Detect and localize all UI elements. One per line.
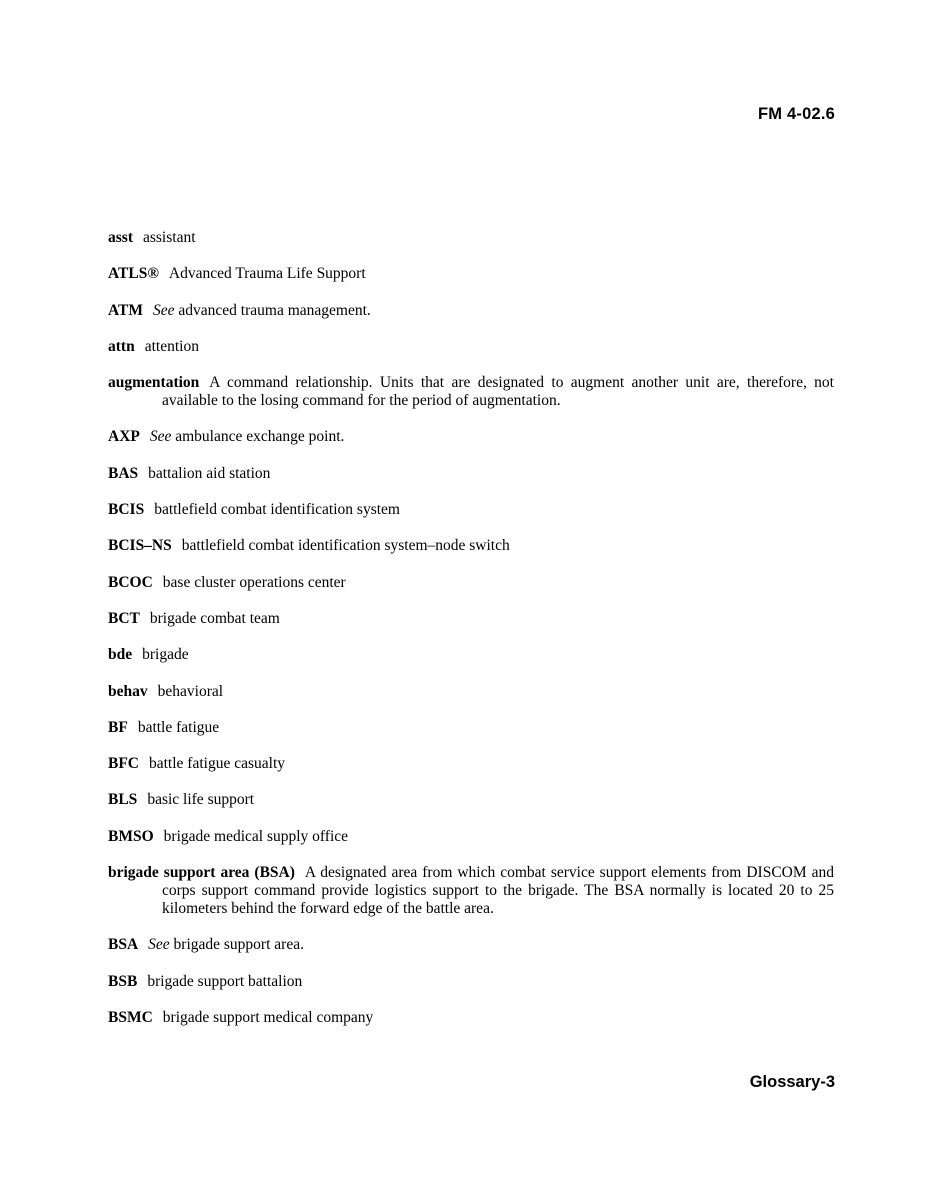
glossary-definition: brigade support battalion <box>147 972 303 990</box>
glossary-entry-brigade-support-area <box>108 864 834 918</box>
glossary-definition: A command relationship. Units that are designated to augment another unit are, therefore, not available to the losing command for the period of augmentation. <box>162 374 834 410</box>
glossary-entry-asst <box>108 229 834 247</box>
glossary-definition: brigade support area. <box>173 936 304 954</box>
see-reference-label: See <box>153 301 175 319</box>
glossary-term: brigade support area (BSA) <box>108 864 295 882</box>
glossary-entry-bfc <box>108 755 834 773</box>
glossary-term: BAS <box>108 464 139 482</box>
glossary-definition: battle fatigue <box>137 718 220 736</box>
glossary-definition: ambulance exchange point. <box>175 428 345 446</box>
see-reference-label: See <box>149 428 172 446</box>
glossary-entry-bct <box>108 610 834 628</box>
glossary-entry-bls <box>108 791 834 809</box>
glossary-definition: advanced trauma management. <box>178 301 371 319</box>
glossary-term: attn <box>108 337 135 355</box>
glossary-definition: brigade medical supply office <box>163 827 349 845</box>
glossary-term: BSA <box>108 936 139 954</box>
glossary-definition: battalion aid station <box>148 464 271 482</box>
glossary-definition: battlefield combat identification system <box>154 501 400 519</box>
glossary-entry-axp <box>108 428 834 446</box>
glossary-term: BF <box>108 718 128 736</box>
glossary-entry-bmso <box>108 828 834 846</box>
glossary-entry-atm <box>108 302 834 320</box>
glossary-term: augmentation <box>108 374 200 392</box>
glossary-term: behav <box>108 682 148 700</box>
glossary-definition: Advanced Trauma Life Support <box>168 265 366 283</box>
document-id: FM 4-02.6 <box>758 105 835 123</box>
glossary-definition: attention <box>144 337 199 355</box>
glossary-entry-atls <box>108 265 834 283</box>
glossary-definition: brigade support medical company <box>162 1008 374 1026</box>
glossary-term: asst <box>108 229 133 246</box>
glossary-definition: battle fatigue casualty <box>149 755 285 773</box>
glossary-definition: behavioral <box>157 682 224 700</box>
glossary-term: ATM <box>108 301 144 319</box>
glossary-entry-attn <box>108 338 834 356</box>
glossary-term: BCIS–NS <box>108 537 172 555</box>
glossary-entry-bsmc <box>108 1009 834 1027</box>
see-reference-label: See <box>148 936 170 954</box>
glossary-entry-behav <box>108 683 834 701</box>
glossary-definition: brigade <box>142 646 189 664</box>
glossary-entry-bf <box>108 719 834 737</box>
glossary-term: BFC <box>108 755 139 773</box>
glossary-term: BLS <box>108 791 138 809</box>
glossary-term: BCIS <box>108 501 145 519</box>
glossary-definition: assistant <box>142 229 196 246</box>
glossary-entry-bcis-ns <box>108 537 834 555</box>
glossary-entry-bsb <box>108 973 834 991</box>
glossary-entry-bcoc <box>108 574 834 592</box>
glossary-term: BSMC <box>108 1008 153 1026</box>
glossary-definition: basic life support <box>147 791 255 809</box>
glossary-term: BCOC <box>108 573 153 591</box>
glossary-entry-augmentation <box>108 374 834 410</box>
glossary-definition: A designated area from which combat service support elements from DISCOM and corps support command provide logistics support to the brigade. The BSA normally is located 20 to 25 kilometers behind the forward edge of the battle area. <box>162 864 834 918</box>
glossary-term: AXP <box>108 428 140 446</box>
glossary-definition: base cluster operations center <box>162 573 346 591</box>
glossary-term: ATLS® <box>108 265 159 283</box>
glossary-entry-bsa <box>108 936 834 954</box>
glossary-term: BCT <box>108 609 140 627</box>
glossary-definition: battlefield combat identification system–node switch <box>181 537 510 555</box>
glossary-definition: brigade combat team <box>149 609 280 627</box>
page-number: Glossary-3 <box>749 1073 835 1091</box>
glossary-term: BSB <box>108 972 138 990</box>
glossary-term: bde <box>108 646 133 664</box>
glossary-entry-bde <box>108 646 834 664</box>
glossary-entry-bcis <box>108 501 834 519</box>
glossary-entry-bas <box>108 465 834 483</box>
glossary-term: BMSO <box>108 827 154 845</box>
glossary-list <box>108 229 834 1045</box>
